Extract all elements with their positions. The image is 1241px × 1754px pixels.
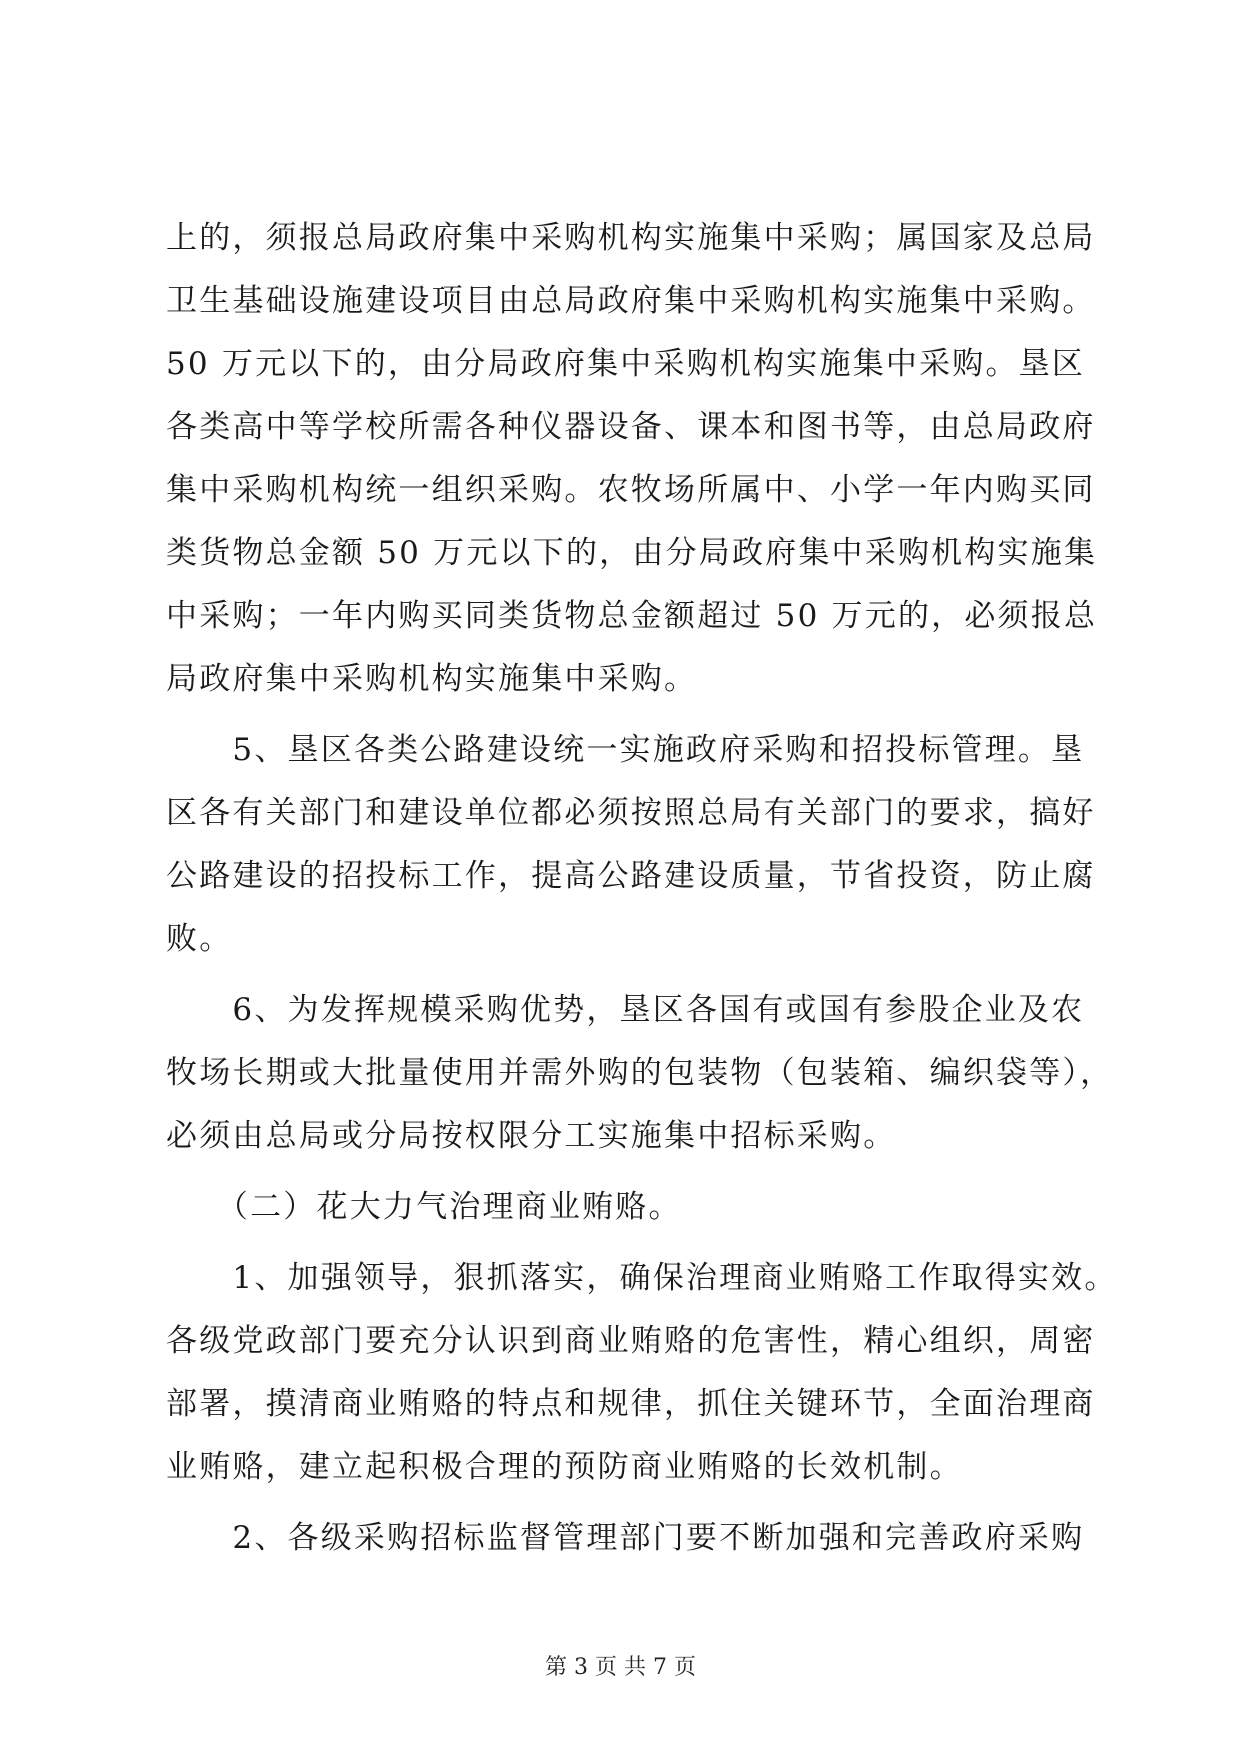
text-line: 50 万元以下的，由分局政府集中采购机构实施集中采购。垦区 bbox=[166, 346, 1086, 382]
text-line: 区各有关部门和建设单位都必须按照总局有关部门的要求，搞好 bbox=[166, 795, 1096, 831]
page-footer: 第 3 页 共 7 页 bbox=[545, 1655, 696, 1680]
text-line: 牧场长期或大批量使用并需外购的包装物（包装箱、编织袋等）， bbox=[166, 1055, 1114, 1091]
text-line: 部署，摸清商业贿赂的特点和规律，抓住关键环节，全面治理商 bbox=[166, 1386, 1096, 1422]
text-line: 类货物总金额 50 万元以下的，由分局政府集中采购机构实施集 bbox=[166, 535, 1098, 571]
text-line: 各级党政部门要充分认识到商业贿赂的危害性，精心组织，周密 bbox=[166, 1323, 1096, 1359]
text-line: 公路建设的招投标工作，提高公路建设质量，节省投资，防止腐 bbox=[166, 858, 1096, 894]
section-heading: （二）花大力气治理商业贿赂。 bbox=[166, 1189, 682, 1225]
text-line: 业贿赂，建立起积极合理的预防商业贿赂的长效机制。 bbox=[166, 1449, 963, 1485]
text-line: 中采购；一年内购买同类货物总金额超过 50 万元的，必须报总 bbox=[166, 598, 1098, 634]
text-line: 局政府集中采购机构实施集中采购。 bbox=[166, 661, 698, 697]
text-line: 上的，须报总局政府集中采购机构实施集中采购；属国家及总局 bbox=[166, 220, 1096, 256]
text-line: 卫生基础设施建设项目由总局政府集中采购机构实施集中采购。 bbox=[166, 283, 1096, 319]
paragraph-start-line: 2、各级采购招标监督管理部门要不断加强和完善政府采购 bbox=[166, 1520, 1085, 1556]
text-line: 败。 bbox=[166, 921, 233, 957]
text-line: 集中采购机构统一组织采购。农牧场所属中、小学一年内购买同 bbox=[166, 472, 1096, 508]
text-line: 必须由总局或分局按权限分工实施集中招标采购。 bbox=[166, 1118, 897, 1154]
text-line: 各类高中等学校所需各种仪器设备、课本和图书等，由总局政府 bbox=[166, 409, 1096, 445]
paragraph-start-line: 1、加强领导，狠抓落实，确保治理商业贿赂工作取得实效。 bbox=[166, 1260, 1118, 1296]
paragraph-start-line: 5、垦区各类公路建设统一实施政府采购和招投标管理。垦 bbox=[166, 732, 1085, 768]
paragraph-start-line: 6、为发挥规模采购优势，垦区各国有或国有参股企业及农 bbox=[166, 992, 1085, 1028]
